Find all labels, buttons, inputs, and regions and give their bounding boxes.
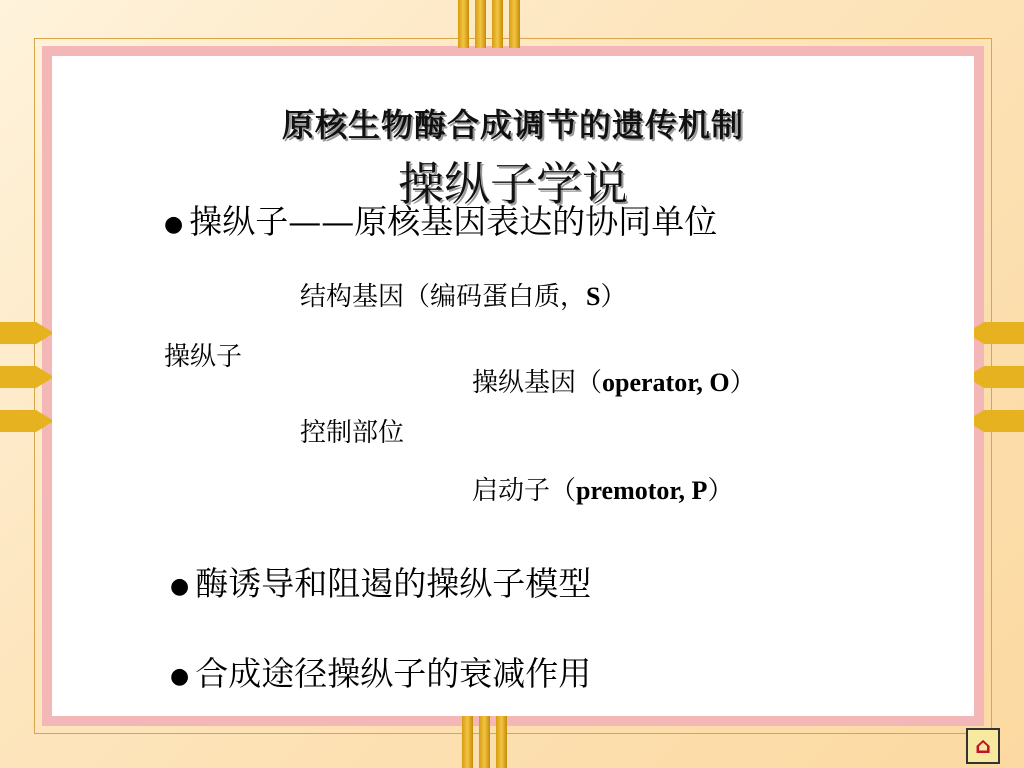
slide-title: 原核生物酶合成调节的遗传机制	[281, 106, 744, 144]
bullet-point-2	[170, 558, 591, 605]
control-region-label: 控制部位	[300, 418, 405, 448]
left-chevrons	[0, 322, 58, 432]
operator-gene-label: 操纵基因（operator, O）	[472, 368, 756, 398]
bottom-gold-bars	[462, 714, 507, 768]
bullet-icon: ●	[170, 663, 190, 689]
bullet-point-1-text: 操纵子——原核基因表达的协同单位	[189, 202, 718, 241]
top-gold-bars	[458, 0, 520, 48]
bullet-point-1	[164, 196, 717, 243]
promoter-label: 启动子（premotor, P）	[472, 476, 734, 506]
structural-gene-label: 结构基因（编码蛋白质，S）	[300, 282, 627, 312]
bullet-icon: ●	[164, 211, 184, 237]
slide-subtitle: 操纵子学说	[398, 157, 628, 211]
bullet-point-2-text: 酶诱导和阻遏的操纵子模型	[195, 564, 592, 603]
bullet-point-3	[170, 648, 591, 695]
content-panel	[52, 56, 974, 716]
right-chevrons	[966, 322, 1024, 432]
bullet-point-3-text: 合成途径操纵子的衰减作用	[195, 654, 592, 693]
bullet-icon: ●	[170, 573, 190, 599]
operon-root-label: 操纵子	[164, 342, 243, 372]
home-icon: ⌂	[975, 733, 991, 759]
home-button[interactable]	[966, 728, 1000, 764]
